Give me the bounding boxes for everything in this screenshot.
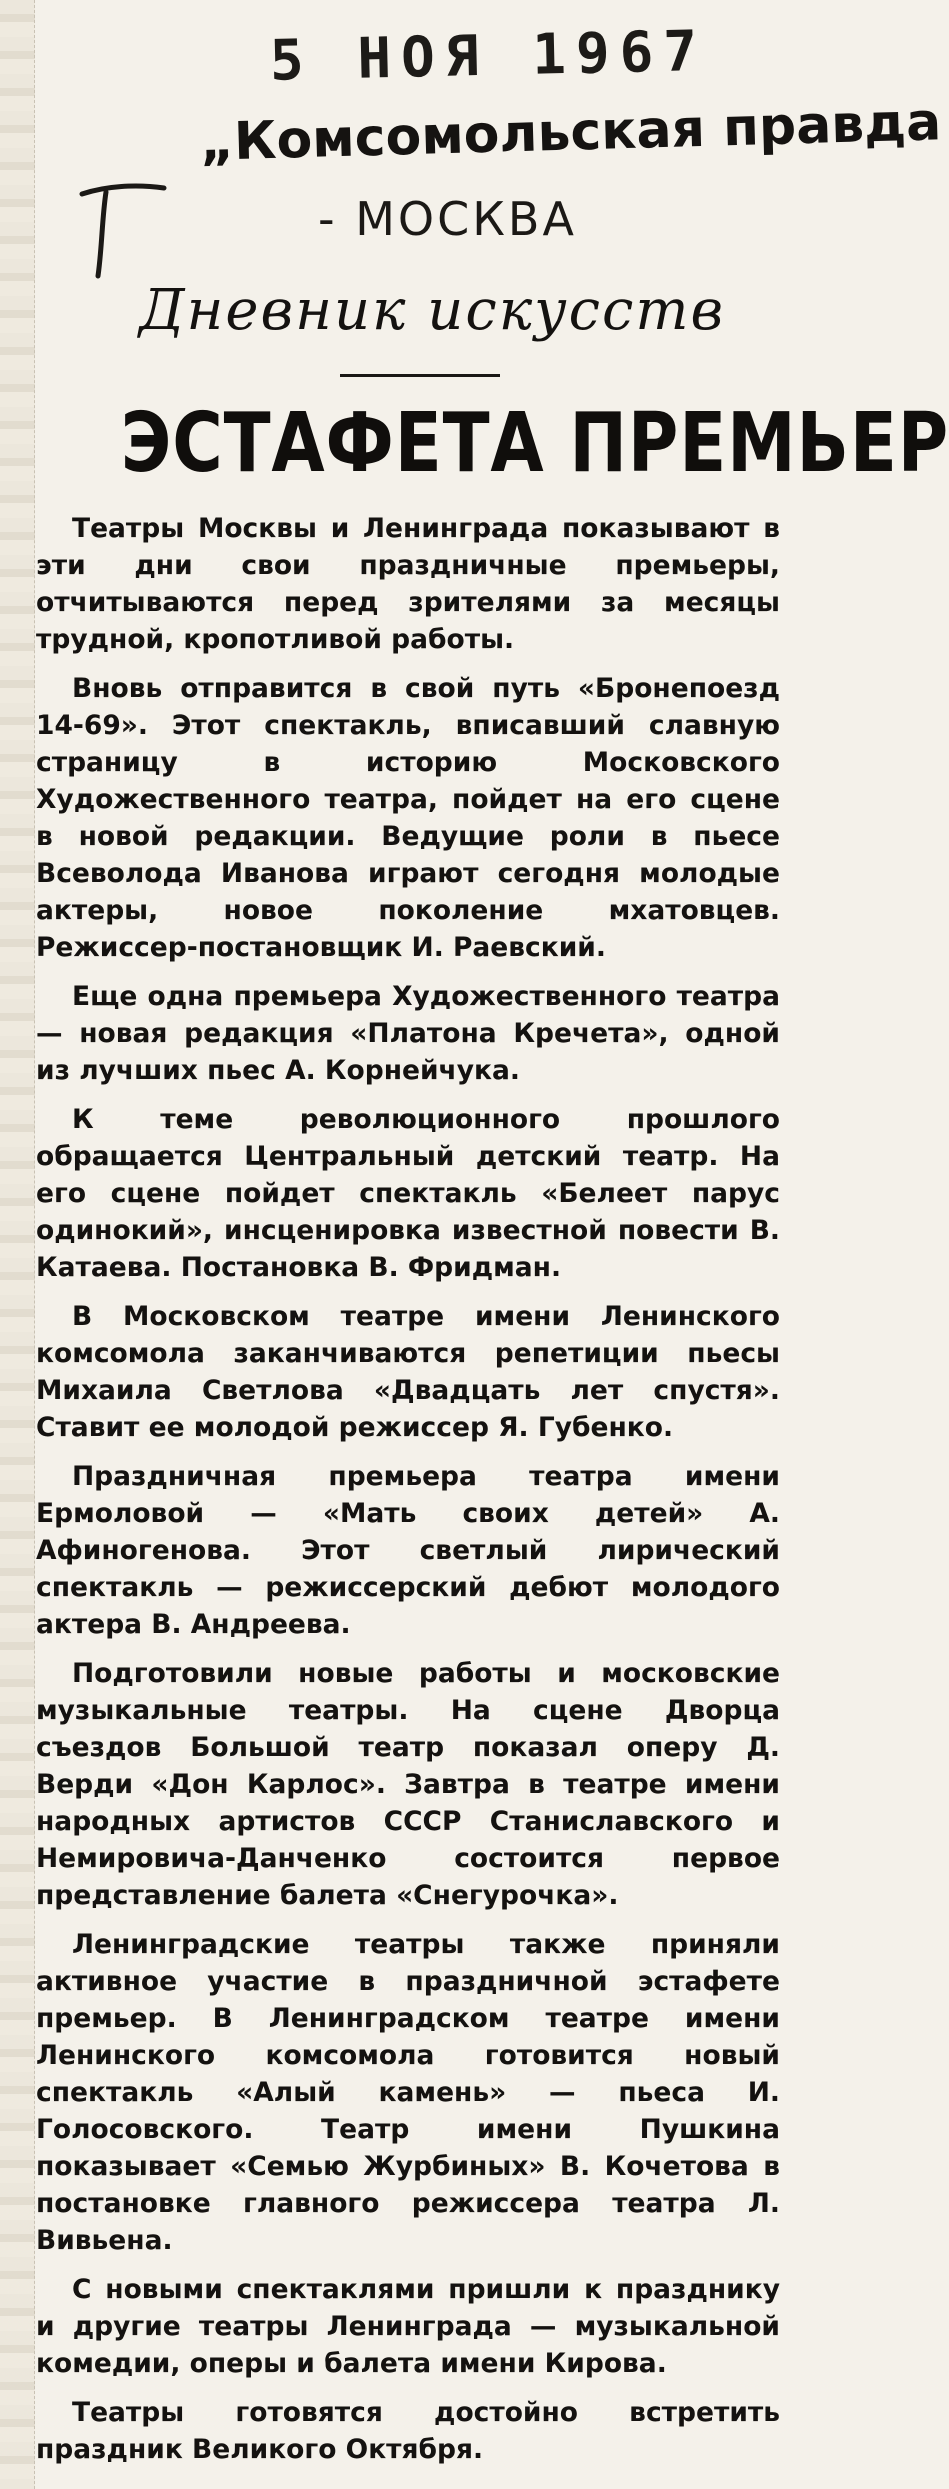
handwritten-mark-icon xyxy=(72,178,172,288)
paragraph: Театры готовятся достойно встретить праздник Великого Октября. xyxy=(36,2397,780,2465)
paragraph: Вновь отправится в свой путь «Бронепоезд 14-69». Этот спектакль, вписавший славную страницу в историю Московского Художественного театра, пойдет на его сцене в новой редакции. Ведущие роли в пьесе Всеволода Иванова играют сегодня молодые актеры, новое поколение мхатовцев. Режиссер-постановщик И. Раевский. xyxy=(36,673,780,963)
paragraph: Еще одна премьера Художественного театра — новая редакция «Платона Кречета», одной из лучших пьес А. Корнейчука. xyxy=(36,981,780,1086)
paragraph: В Московском театре имени Ленинского комсомола заканчиваются репетиции пьесы Михаила Светлова «Двадцать лет спустя». Ставит ее молодой режиссер Я. Губенко. xyxy=(36,1301,780,1443)
paragraph: С новыми спектаклями пришли к празднику и другие театры Ленинграда — музыкальной комедии, оперы и балета имени Кирова. xyxy=(36,2274,780,2379)
paragraph: К теме революционного прошлого обращается Центральный детский театр. На его сцене пойдет спектакль «Белеет парус одинокий», инсценировка известной повести В. Катаева. Постановка В. Фридман. xyxy=(36,1104,780,1283)
divider xyxy=(340,374,500,377)
newspaper-name-stamp: „Комсомольская правда xyxy=(199,92,942,173)
city-stamp: - МОСКВА xyxy=(318,192,577,246)
section-rubric: Дневник искусств xyxy=(138,278,726,343)
paragraph: Праздничная премьера театра имени Ермоловой — «Мать своих детей» А. Афиногенова. Этот светлый лирический спектакль — режиссерский дебют молодого актера В. Андреева. xyxy=(36,1461,780,1640)
torn-edge xyxy=(0,0,35,2489)
article-body xyxy=(36,510,780,2480)
paragraph: Ленинградские театры также приняли активное участие в праздничной эстафете премьер. В Ленинградском театре имени Ленинского комсомола готовится новый спектакль «Алый камень» — пьеса И. Голосовского. Театр имени Пушкина показывает «Семью Журбиных» В. Кочетова в постановке главного режиссера театра Л. Вивьена. xyxy=(36,1929,780,2256)
archive-date-stamp: 5 НОЯ 1967 xyxy=(269,18,708,94)
paragraph: Подготовили новые работы и московские музыкальные театры. На сцене Дворца съездов Большой театр показал оперу Д. Верди «Дон Карлос». Завтра в театре имени народных артистов СССР Станиславского и Немировича-Данченко состоится первое представление балета «Снегурочка». xyxy=(36,1658,780,1911)
headline: ЭСТАФЕТА ПРЕМЬЕР xyxy=(120,396,949,491)
paragraph: Театры Москвы и Ленинграда показывают в эти дни свои праздничные премьеры, отчитываются перед зрителями за месяцы трудной, кропотливой работы. xyxy=(36,513,780,655)
